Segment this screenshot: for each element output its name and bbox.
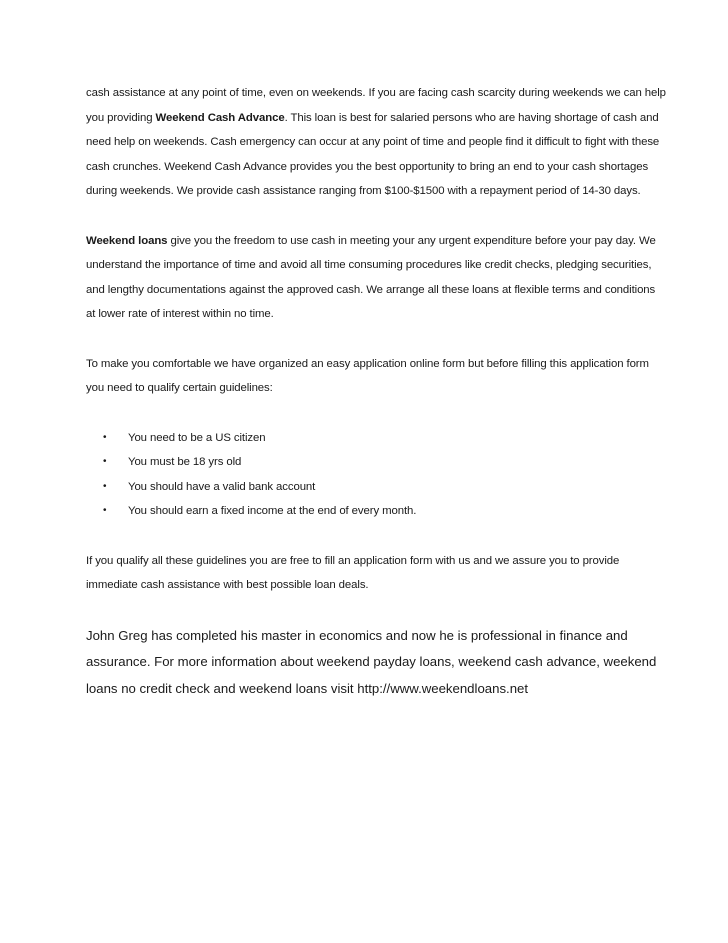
bullet-icon: • <box>103 431 107 443</box>
list-item-text: You must be 18 yrs old <box>128 456 242 468</box>
document-page <box>86 81 666 702</box>
list-item-text: You should have a valid bank account <box>128 480 316 493</box>
paragraph-spacer <box>86 524 666 549</box>
list-item <box>86 499 666 524</box>
bold-term-weekend-cash-advance: Weekend Cash Advance <box>155 111 285 124</box>
list-item-text: You need to be a US citizen <box>128 431 266 444</box>
bullet-icon: • <box>103 505 107 516</box>
guidelines-list <box>86 426 666 524</box>
paragraph-spacer <box>86 598 666 623</box>
paragraph-text: cash assistance at any point of time, even on weekends. If you are facing cash scarcity during weekends we can help you providing <box>86 87 666 124</box>
paragraph-spacer <box>86 327 666 352</box>
list-item-text: You should earn a fixed income at the end of every month. <box>128 505 417 517</box>
paragraph-weekend-cash-advance <box>86 81 666 204</box>
bullet-icon: • <box>103 456 107 467</box>
bold-term-weekend-loans: Weekend loans <box>86 234 168 247</box>
list-item <box>86 475 666 500</box>
author-bio: John Greg has completed his master in economics and now he is professional in finance and assurance. For more information about weekend payday loans, weekend cash advance, weekend loans no credit check and weekend loans visit http://www.weekendloans.net <box>86 627 657 696</box>
paragraph-text: . This loan is best for salaried persons who are having shortage of cash and need help on weekends. Cash emergency can occur at any point of time and people find it difficult to fight with these cash crunches. Weekend Cash Advance provides you the best opportunity to bring an end to your cash shortages during weekends. We provide cash assistance ranging from $100-$1500 with a repayment period of 14-30 days. <box>86 111 660 197</box>
list-item <box>86 426 666 451</box>
paragraph-weekend-loans <box>86 229 666 327</box>
paragraph-text: give you the freedom to use cash in meeting your any urgent expenditure before your pay day. We understand the importance of time and avoid all time consuming procedures like credit checks, pledging securities, and lengthy documentations against the approved cash. We arrange all these loans at flexible terms and conditions at lower rate of interest within no time. <box>86 234 656 320</box>
paragraph-spacer <box>86 401 666 426</box>
paragraph-application-intro: To make you comfortable we have organized an easy application online form but before filling this application form you need to qualify certain guidelines: <box>86 357 649 394</box>
bullet-icon: • <box>103 480 107 492</box>
paragraph-spacer <box>86 204 666 229</box>
list-item <box>86 450 666 475</box>
paragraph-qualify: If you qualify all these guidelines you are free to fill an application form with us and we assure you to provide immediate cash assistance with best possible loan deals. <box>86 554 620 591</box>
